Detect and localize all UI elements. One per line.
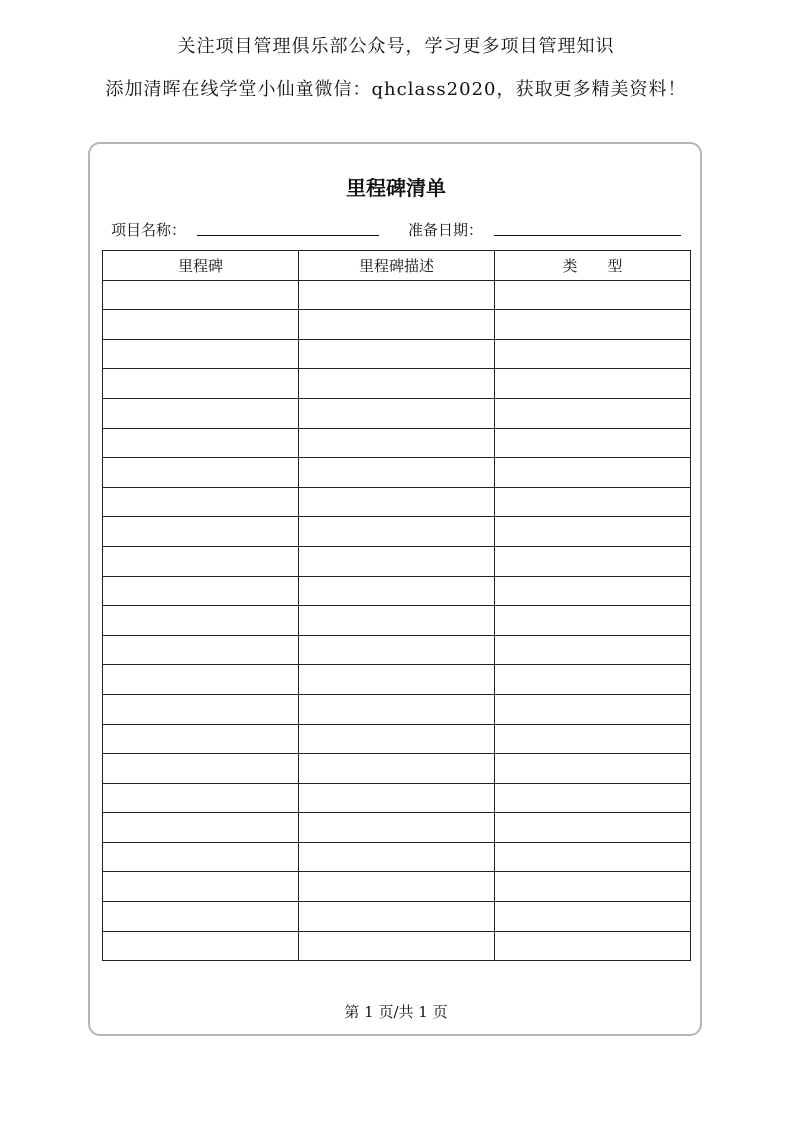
milestone-cell[interactable] [103, 546, 299, 576]
table-row [103, 783, 691, 813]
type-cell[interactable] [495, 931, 691, 961]
milestone-cell[interactable] [103, 754, 299, 784]
description-cell[interactable] [299, 428, 495, 458]
description-cell[interactable] [299, 339, 495, 369]
project-name-field[interactable] [197, 235, 379, 236]
description-cell[interactable] [299, 665, 495, 695]
milestone-cell[interactable] [103, 872, 299, 902]
description-cell[interactable] [299, 872, 495, 902]
table-row [103, 398, 691, 428]
milestone-cell[interactable] [103, 369, 299, 399]
col-header-type: 类 型 [495, 251, 691, 281]
table-row [103, 576, 691, 606]
description-cell[interactable] [299, 369, 495, 399]
table-row [103, 813, 691, 843]
description-cell[interactable] [299, 517, 495, 547]
table-row [103, 517, 691, 547]
milestone-cell[interactable] [103, 813, 299, 843]
table-row [103, 458, 691, 488]
type-cell[interactable] [495, 458, 691, 488]
type-cell[interactable] [495, 694, 691, 724]
type-cell[interactable] [495, 754, 691, 784]
milestone-cell[interactable] [103, 458, 299, 488]
milestone-cell[interactable] [103, 694, 299, 724]
col-header-milestone: 里程碑 [103, 251, 299, 281]
milestone-cell[interactable] [103, 576, 299, 606]
type-cell[interactable] [495, 517, 691, 547]
description-cell[interactable] [299, 754, 495, 784]
description-cell[interactable] [299, 931, 495, 961]
type-cell[interactable] [495, 428, 691, 458]
description-cell[interactable] [299, 546, 495, 576]
description-cell[interactable] [299, 724, 495, 754]
type-cell[interactable] [495, 369, 691, 399]
table-row [103, 665, 691, 695]
type-cell[interactable] [495, 635, 691, 665]
table-row [103, 931, 691, 961]
table-row [103, 872, 691, 902]
table-row [103, 428, 691, 458]
milestone-cell[interactable] [103, 606, 299, 636]
table-row [103, 546, 691, 576]
milestone-cell[interactable] [103, 635, 299, 665]
table-header-row [103, 251, 691, 281]
table-row [103, 694, 691, 724]
type-cell[interactable] [495, 813, 691, 843]
milestone-cell[interactable] [103, 280, 299, 310]
type-cell[interactable] [495, 546, 691, 576]
type-cell[interactable] [495, 398, 691, 428]
milestone-table [102, 250, 691, 961]
promo-line-follow: 关注项目管理俱乐部公众号，学习更多项目管理知识 [177, 36, 615, 57]
table-row [103, 902, 691, 932]
table-row [103, 339, 691, 369]
type-cell[interactable] [495, 902, 691, 932]
type-cell[interactable] [495, 842, 691, 872]
table-row [103, 724, 691, 754]
description-cell[interactable] [299, 487, 495, 517]
project-name-label: 项目名称： [111, 221, 187, 239]
description-cell[interactable] [299, 458, 495, 488]
milestone-cell[interactable] [103, 931, 299, 961]
milestone-cell[interactable] [103, 398, 299, 428]
milestone-cell[interactable] [103, 665, 299, 695]
milestone-cell[interactable] [103, 310, 299, 340]
type-cell[interactable] [495, 280, 691, 310]
description-cell[interactable] [299, 813, 495, 843]
milestone-cell[interactable] [103, 339, 299, 369]
table-row [103, 369, 691, 399]
milestone-cell[interactable] [103, 902, 299, 932]
milestone-cell[interactable] [103, 842, 299, 872]
prep-date-field[interactable] [494, 235, 681, 236]
description-cell[interactable] [299, 902, 495, 932]
type-cell[interactable] [495, 606, 691, 636]
col-header-description: 里程碑描述 [299, 251, 495, 281]
prep-date-label: 准备日期： [408, 221, 484, 239]
description-cell[interactable] [299, 280, 495, 310]
description-cell[interactable] [299, 635, 495, 665]
milestone-cell[interactable] [103, 428, 299, 458]
table-row [103, 842, 691, 872]
type-cell[interactable] [495, 339, 691, 369]
table-row [103, 280, 691, 310]
table-row [103, 606, 691, 636]
description-cell[interactable] [299, 783, 495, 813]
milestone-cell[interactable] [103, 783, 299, 813]
promo-line-wechat: 添加清晖在线学堂小仙童微信：qhclass2020，获取更多精美资料！ [105, 79, 687, 100]
table-row [103, 487, 691, 517]
milestone-cell[interactable] [103, 487, 299, 517]
milestone-cell[interactable] [103, 724, 299, 754]
page-indicator: 第 1 页/共 1 页 [344, 1003, 448, 1021]
type-cell[interactable] [495, 783, 691, 813]
type-cell[interactable] [495, 724, 691, 754]
table-row [103, 310, 691, 340]
table-row [103, 635, 691, 665]
description-cell[interactable] [299, 398, 495, 428]
description-cell[interactable] [299, 576, 495, 606]
description-cell[interactable] [299, 310, 495, 340]
type-cell[interactable] [495, 487, 691, 517]
description-cell[interactable] [299, 694, 495, 724]
type-cell[interactable] [495, 665, 691, 695]
description-cell[interactable] [299, 606, 495, 636]
type-cell[interactable] [495, 310, 691, 340]
type-cell[interactable] [495, 872, 691, 902]
milestone-cell[interactable] [103, 517, 299, 547]
description-cell[interactable] [299, 842, 495, 872]
table-row [103, 754, 691, 784]
form-title: 里程碑清单 [346, 176, 446, 200]
type-cell[interactable] [495, 576, 691, 606]
